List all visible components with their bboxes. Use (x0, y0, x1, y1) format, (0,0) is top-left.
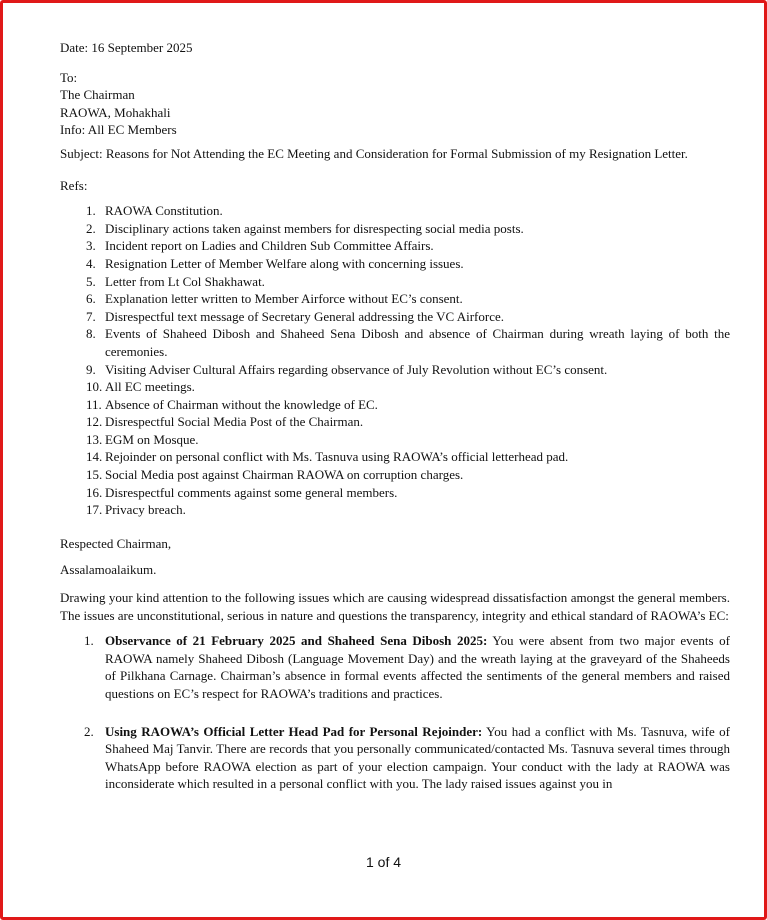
issue-body: You had a conflict with Ms. Tasnuva, wife of Shaheed Maj Tanvir. There are records that you personally communicated/contacted Ms. Tasnuva several times through WhatsApp before RAOWA election as part of your election campaign. Your conduct with the lady at RAOWA was inconsiderate which resulted in a personal conflict with you. The lady raised issues against you in (105, 723, 730, 792)
issue-number: 2. (84, 723, 94, 739)
ref-text: RAOWA Constitution. (105, 203, 223, 219)
ref-text: Visiting Adviser Cultural Affairs regarding observance of July Revolution without EC’s consent. (105, 361, 608, 377)
ref-item (60, 448, 730, 466)
ref-number: 10. (86, 379, 103, 395)
ref-item (60, 484, 730, 502)
issue-item (60, 723, 730, 793)
ref-number: 3. (86, 238, 96, 254)
ref-item (60, 273, 730, 291)
ref-number: 17. (86, 502, 103, 518)
ref-text: Disrespectful Social Media Post of the Chairman. (105, 414, 364, 430)
greeting: Respected Chairman, (60, 535, 172, 551)
ref-number: 12. (86, 414, 103, 430)
issue-text (105, 723, 730, 793)
ref-item (60, 308, 730, 326)
recipient-block (60, 69, 730, 139)
ref-item (60, 202, 730, 220)
ref-number: 1. (86, 203, 96, 219)
ref-number: 13. (86, 431, 103, 447)
ref-item (60, 413, 730, 431)
ref-text: EGM on Mosque. (105, 431, 199, 447)
ref-item (60, 396, 730, 414)
ref-number: 2. (86, 220, 96, 236)
recipient-line: To: (60, 69, 78, 85)
issues-list (60, 632, 730, 793)
issue-text (105, 632, 730, 702)
ref-number: 4. (86, 255, 96, 271)
ref-text: All EC meetings. (105, 379, 195, 395)
ref-item (60, 290, 730, 308)
issue-item (60, 632, 730, 702)
ref-number: 16. (86, 484, 103, 500)
ref-text: Incident report on Ladies and Children Sub Committee Affairs. (105, 238, 434, 254)
ref-number: 8. (86, 326, 96, 342)
ref-item (60, 431, 730, 449)
ref-number: 6. (86, 291, 96, 307)
ref-item (60, 378, 730, 396)
ref-number: 14. (86, 449, 103, 465)
salutation: Assalamoalaikum. (60, 562, 157, 578)
ref-number: 15. (86, 467, 103, 483)
refs-list (60, 202, 730, 519)
recipient-line: Info: All EC Members (60, 122, 177, 138)
issue-heading: Observance of 21 February 2025 and Shaheed Sena Dibosh 2025: (105, 633, 488, 649)
issue-body: You were absent from two major events of RAOWA namely Shaheed Dibosh (Language Movement Day) and the wreath laying at the graveyard of the Shaheeds of Pilkhana Carnage. Chairman’s absence in formal events affected the sentiments of the general members and raised questions on EC’s respect for RAOWA’s traditions and practices. (105, 633, 730, 701)
recipient-line: RAOWA, Mohakhali (60, 104, 171, 120)
ref-item (60, 466, 730, 484)
ref-number: 9. (86, 361, 96, 377)
ref-text: Letter from Lt Col Shakhawat. (105, 273, 265, 289)
ref-item (60, 255, 730, 273)
intro-paragraph: Drawing your kind attention to the following issues which are causing widespread dissatisfaction amongst the general members. The issues are unconstitutional, serious in nature and questions the transparency, integrity and ethical standard of RAOWA’s EC: (60, 590, 730, 623)
ref-text: Explanation letter written to Member Airforce without EC’s consent. (105, 291, 463, 307)
ref-number: 11. (86, 396, 102, 412)
ref-item (60, 220, 730, 238)
letter-body (60, 39, 730, 813)
refs-title: Refs: (60, 177, 88, 193)
ref-number: 5. (86, 273, 96, 289)
recipient-line: The Chairman (60, 87, 135, 103)
ref-item (60, 361, 730, 379)
ref-text: Disrespectful comments against some general members. (105, 484, 398, 500)
letter-subject: Subject: Reasons for Not Attending the EC Meeting and Consideration for Formal Submission of my Resignation Letter. (60, 145, 688, 161)
ref-item (60, 325, 730, 360)
ref-text: Social Media post against Chairman RAOWA on corruption charges. (105, 467, 464, 483)
ref-text: Rejoinder on personal conflict with Ms. Tasnuva using RAOWA’s official letterhead pad. (105, 449, 569, 465)
ref-number: 7. (86, 308, 96, 324)
ref-text: Absence of Chairman without the knowledge of EC. (105, 396, 378, 412)
letter-date: Date: 16 September 2025 (60, 40, 193, 55)
ref-text: Disrespectful text message of Secretary General addressing the VC Airforce. (105, 308, 505, 324)
ref-text: Privacy breach. (105, 502, 186, 518)
ref-text: Disciplinary actions taken against members for disrespecting social media posts. (105, 220, 524, 236)
ref-item (60, 237, 730, 255)
ref-text: Resignation Letter of Member Welfare along with concerning issues. (105, 255, 464, 271)
issue-number: 1. (84, 633, 94, 649)
page-number: 1 of 4 (365, 854, 402, 870)
issue-heading: Using RAOWA’s Official Letter Head Pad for Personal Rejoinder: (105, 723, 483, 739)
ref-item (60, 501, 730, 519)
ref-text: Events of Shaheed Dibosh and Shaheed Sena Dibosh and absence of Chairman during wreath laying of both the ceremonies. (105, 326, 730, 359)
